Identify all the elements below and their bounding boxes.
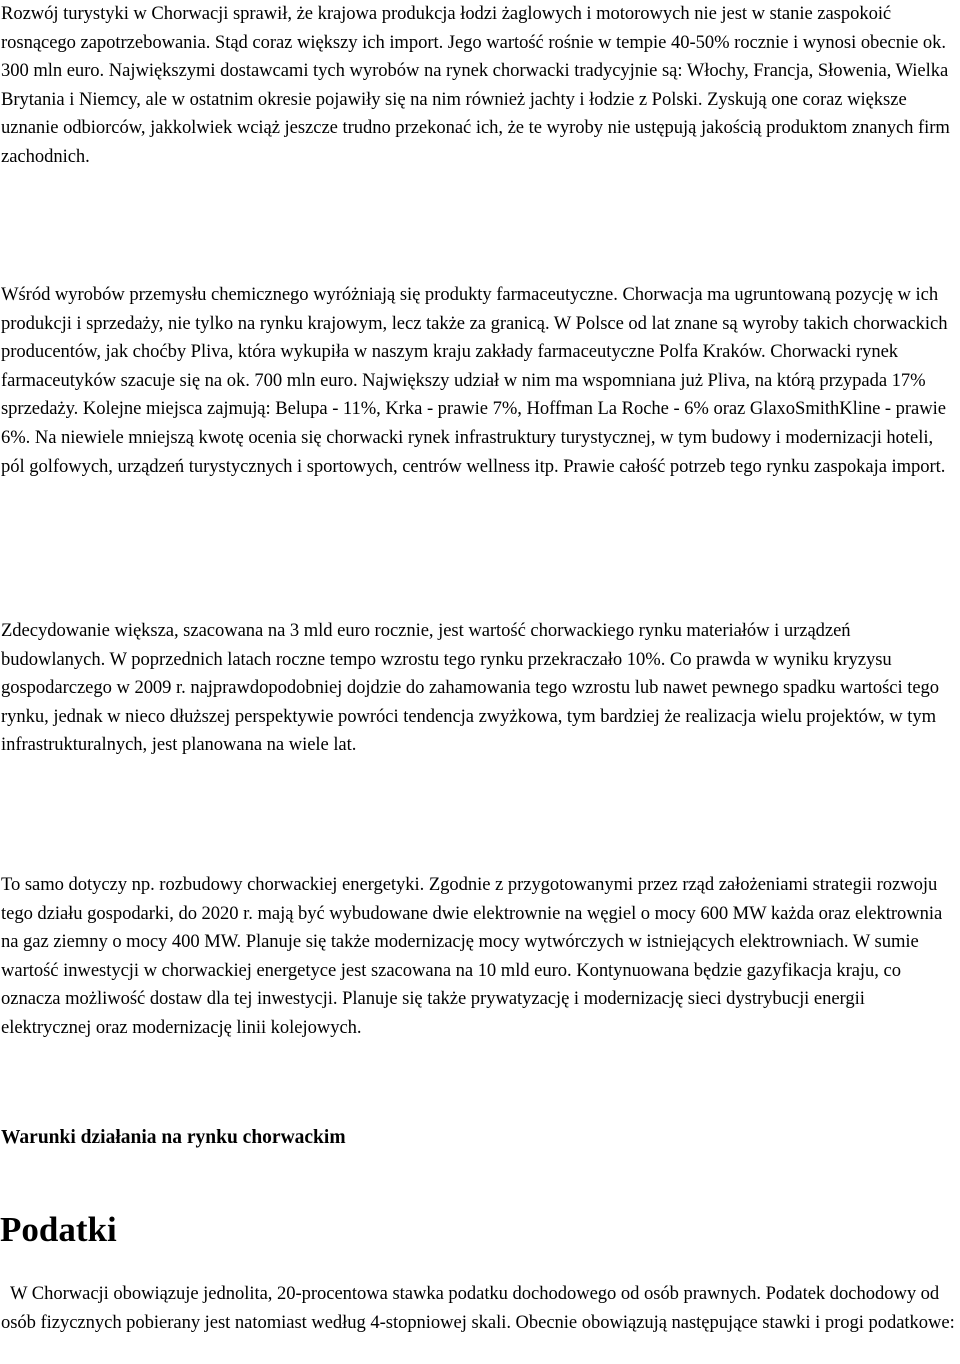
section-heading: Warunki działania na rynku chorwackim (1, 1127, 346, 1148)
paragraph-taxes (1, 1280, 957, 1337)
paragraph-taxes-text: W Chorwacji obowiązuje jednolita, 20-procentowa stawka podatku dochodowego od osób prawnych. Podatek dochodowy od osób fizycznych pobierany jest natomiast według 4-stopniowej skali. Obecnie obowiązują następujące stawki i progi podatkowe: (1, 1283, 955, 1333)
paragraph-boats-import: Rozwój turystyki w Chorwacji sprawił, że krajowa produkcja łodzi żaglowych i motorowych nie jest w stanie zaspokoić rosnącego zapotrzebowania. Stąd coraz większy ich import. Jego wartość rośnie w tempie 40-50% rocznie i wynosi obecnie ok. 300 mln euro. Największymi dostawcami tych wyrobów na rynek chorwacki tradycyjnie są: Włochy, Francja, Słowenia, Wielka Brytania i Niemcy, ale w ostatnim okresie pojawiły się na nim również jachty i łodzie z Polski. Zyskują one coraz większe uznanie odbiorców, jakkolwiek wciąż jeszcze trudno przekonać ich, że te wyroby nie ustępują jakością produktom znanych firm zachodnich. (1, 3, 950, 167)
section-title: Podatki (0, 1210, 117, 1249)
paragraph-energy-sector: To samo dotyczy np. rozbudowy chorwackiej energetyki. Zgodnie z przygotowanymi przez rząd założeniami strategii rozwoju tego działu gospodarki, do 2020 r. mają być wybudowane dwie elektrownie na węgiel o mocy 600 MW każda oraz elektrownia na gaz ziemny o mocy 400 MW. Planuje się także modernizację mocy wytwórczych w istniejących elektrowniach. W sumie wartość inwestycji w chorwackiej energetyce jest szacowana na 10 mld euro. Kontynuowana będzie gazyfikacja kraju, co oznacza możliwość dostaw dla tej inwestycji. Planuje się także prywatyzację i modernizację sieci dystrybucji energii elektrycznej oraz modernizację linii kolejowych. (1, 874, 943, 1038)
paragraph-pharmaceuticals: Wśród wyrobów przemysłu chemicznego wyróżniają się produkty farmaceutyczne. Chorwacja ma ugruntowaną pozycję w ich produkcji i sprzedaży, nie tylko na rynku krajowym, lecz także za granicą. W Polsce od lat znane są wyroby takich chorwackich producentów, jak choćby Pliva, która wykupiła w naszym kraju zakłady farmaceutyczne Polfa Kraków. Chorwacki rynek farmaceutyków szacuje się na ok. 700 mln euro. Największy udział w nim ma wspomniana już Pliva, na którą przypada 17% sprzedaży. Kolejne miejsca zajmują: Belupa - 11%, Krka - prawie 7%, Hoffman La Roche - 6% oraz GlaxoSmithKline - prawie 6%. Na niewiele mniejszą kwotę ocenia się chorwacki rynek infrastruktury turystycznej, w tym budowy i modernizacji hoteli, pól golfowych, urządzeń turystycznych i sportowych, centrów wellness itp. Prawie całość potrzeb tego rynku zaspokaja import. (1, 284, 948, 477)
paragraph-construction-market: Zdecydowanie większa, szacowana na 3 mld euro rocznie, jest wartość chorwackiego rynku materiałów i urządzeń budowlanych. W poprzednich latach roczne tempo wzrostu tego rynku przekraczało 10%. Co prawda w wyniku kryzysu gospodarczego w 2009 r. najprawdopodobniej dojdzie do zahamowania tego wzrostu lub nawet pewnego spadku wartości tego rynku, jednak w nieco dłuższej perspektywie powróci tendencja zwyżkowa, tym bardziej że realizacja wielu projektów, w tym infrastrukturalnych, jest planowana na wiele lat. (1, 620, 940, 756)
